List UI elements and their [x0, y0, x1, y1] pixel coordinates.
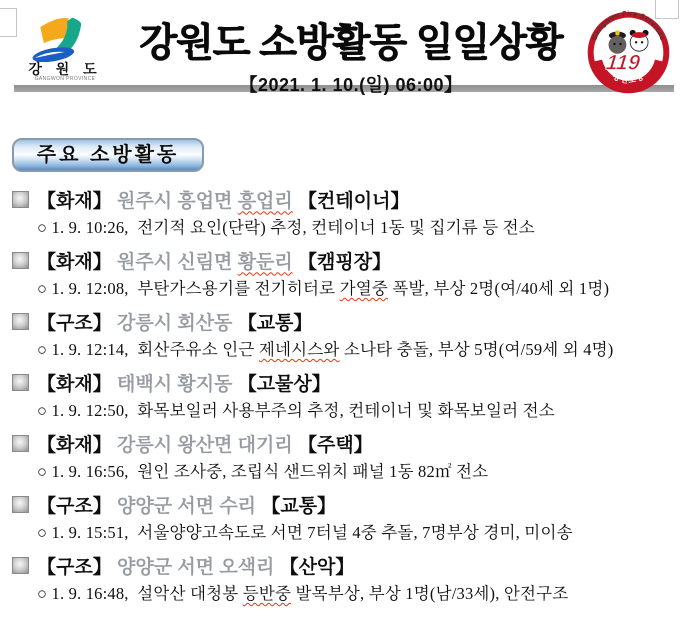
entry-tag: 【교통】	[237, 312, 313, 334]
incident-entry	[12, 309, 676, 360]
entry-detail-text: ○ 1. 9. 16:48, 설악산 대청봉	[37, 584, 243, 603]
square-bullet-icon	[12, 252, 29, 269]
entry-tag: 【화재】	[37, 251, 112, 273]
entry-body	[12, 275, 676, 299]
entry-tag: 【화재】	[37, 434, 112, 456]
entry-location-text: 흥업리	[237, 190, 293, 212]
entry-detail-text: ○ 1. 9. 12:08, 부탄가스용기를 전기히터로	[37, 279, 340, 298]
entry-detail-text: 발목부상, 부상 1명(남/33세), 안전구조	[291, 584, 569, 603]
entry-detail-text: ○ 1. 9. 15:51, 서울양양고속도로 서면 7터널 4중 추돌, 7명부상 경미, 미이송	[37, 523, 573, 542]
incident-entry	[12, 492, 676, 543]
entry-location-text: 원주시 흥업면	[111, 190, 238, 212]
emblem-arc-text: Gangwon Fire Services	[591, 10, 666, 42]
entry-tag: 【컨테이너】	[298, 190, 410, 212]
square-bullet-icon	[12, 435, 29, 452]
entry-location-text: 강릉시 회산동	[111, 312, 238, 334]
entry-location-text: 태백시 황지동	[111, 373, 238, 395]
square-bullet-icon	[12, 191, 29, 208]
logo-sub-label: GANGWON PROVINCE	[34, 76, 96, 83]
page-title: 강원도 소방활동 일일상황	[139, 22, 563, 65]
entries-list	[12, 187, 676, 604]
entry-detail-text: ○ 1. 9. 16:56, 원인 조사중, 조립식 샌드위치 패널 1동 82㎡ 전소	[37, 462, 489, 481]
gangwon-province-logo	[14, 10, 116, 82]
page-corner-mark-left	[0, 8, 17, 37]
entry-tag: 【산악】	[279, 556, 355, 578]
entry-heading	[12, 187, 676, 211]
entry-heading	[12, 370, 676, 394]
entry-body	[12, 336, 676, 360]
square-bullet-icon	[12, 557, 29, 574]
page-corner-mark-right	[655, 0, 679, 19]
gangwon-fire-emblem	[586, 10, 674, 95]
entry-tag: 【주택】	[298, 434, 373, 456]
gangwon-province-logo-icon	[25, 14, 105, 62]
entry-location-text: 황둔리	[237, 251, 293, 273]
entry-heading	[12, 309, 676, 333]
header-title-block	[116, 10, 586, 97]
incident-entry	[12, 553, 676, 604]
entry-detail-text: ○ 1. 9. 10:26, 전기적 요인(단락) 추정, 컨테이너 1동 및 집기류 등 전소	[37, 218, 535, 237]
entry-tag: 【교통】	[261, 495, 337, 517]
entry-detail-text: 폭발, 부상 2명(여/40세 외 1명)	[388, 279, 610, 298]
incident-entry	[12, 187, 676, 238]
emblem-bottom-text: 강원소방	[611, 71, 646, 85]
entry-body	[12, 214, 676, 238]
entry-detail-text: ○ 1. 9. 12:14, 회산주유소 인근	[37, 340, 259, 359]
entry-detail-text: 소나타 충돌, 부상 5명(여/59세 외 4명)	[339, 340, 614, 359]
entry-location-text: 원주시 신림면	[111, 251, 238, 273]
section-title-label: 주요 소방활동	[36, 144, 180, 166]
report-datetime: 【2021. 1. 10.(일) 06:00】	[239, 75, 463, 95]
entry-body	[12, 580, 676, 604]
emblem-119-number: 119	[604, 50, 642, 75]
section-title-badge	[12, 138, 204, 172]
entry-tag: 【고물상】	[237, 373, 331, 395]
entry-tag: 【구조】	[37, 312, 112, 334]
entry-location-text: 강릉시 왕산면 대기리	[111, 434, 299, 456]
entry-body	[12, 458, 676, 482]
incident-entry	[12, 370, 676, 421]
incident-entry	[12, 431, 676, 482]
entry-heading	[12, 248, 676, 272]
entry-detail-text: 등반중	[242, 584, 292, 603]
entry-detail-text: 가열중	[339, 279, 388, 298]
entry-detail-text: 제네시스와	[258, 340, 340, 359]
entry-tag: 【구조】	[37, 495, 112, 517]
entry-heading	[12, 553, 676, 577]
entry-location-text: 양양군 서면 수리	[111, 495, 262, 517]
fire-services-emblem-icon	[586, 10, 671, 95]
report-header	[0, 0, 688, 95]
entry-tag: 【구조】	[37, 556, 112, 578]
square-bullet-icon	[12, 496, 29, 513]
entry-heading	[12, 492, 676, 516]
square-bullet-icon	[12, 313, 29, 330]
entry-tag: 【캠핑장】	[298, 251, 392, 273]
square-bullet-icon	[12, 374, 29, 391]
entry-heading	[12, 431, 676, 455]
entry-body	[12, 519, 676, 543]
entry-tag: 【화재】	[37, 373, 112, 395]
entry-location-text: 양양군 서면 오색리	[111, 556, 280, 578]
entry-detail-text: ○ 1. 9. 12:50, 화목보일러 사용부주의 추정, 컨테이너 및 화목보일러 전소	[37, 401, 555, 420]
incident-entry	[12, 248, 676, 299]
entry-body	[12, 397, 676, 421]
entry-tag: 【화재】	[37, 190, 112, 212]
logo-name-label: 강 원 도	[28, 61, 102, 77]
